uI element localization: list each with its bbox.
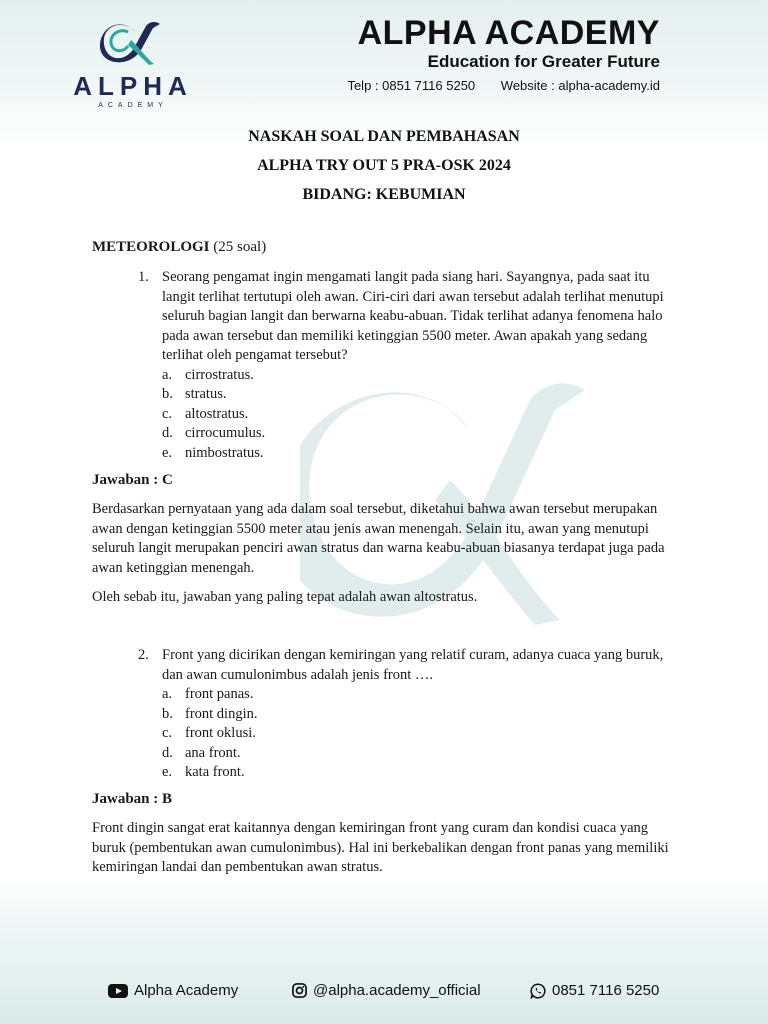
- option-list: [162, 685, 672, 783]
- question-stem: Front yang dicirikan dengan kemiringan yang relatif curam, adanya cuaca yang buruk, dan awan cumulonimbus adalah jenis front ….: [162, 647, 664, 683]
- footer-whatsapp-label: 0851 7116 5250: [552, 982, 660, 999]
- option-list: [162, 366, 672, 464]
- footer-whatsapp[interactable]: [530, 982, 659, 999]
- answer-1: Jawaban : C: [92, 472, 173, 488]
- question-1: [92, 268, 672, 463]
- answer-2: Jawaban : B: [92, 791, 173, 807]
- option-a: a. front panas.: [162, 686, 254, 702]
- logo-wordmark: ALPHA: [73, 71, 193, 101]
- option-e: e. nimbostratus.: [162, 444, 264, 461]
- option-d: d. cirrocumulus.: [162, 425, 266, 441]
- option-a: a. cirrostratus.: [162, 366, 254, 383]
- instagram-icon: [292, 983, 307, 998]
- option-e: e. kata front.: [162, 764, 245, 780]
- alpha-logo-icon: [98, 18, 168, 68]
- document-titles: [0, 122, 768, 209]
- footer-youtube-label: Alpha Academy: [134, 982, 239, 999]
- footer-instagram-label: @alpha.academy_official: [313, 982, 481, 999]
- title-line-2: ALPHA TRY OUT 5 PRA-OSK 2024: [257, 157, 511, 174]
- youtube-icon: [108, 984, 128, 998]
- question-stem: Seorang pengamat ingin mengamati langit pada siang hari. Sayangnya, pada saat itu langit terlihat tertutupi oleh awan. Ciri-ciri dari awan tersebut adalah terlihat menutupi seluruh bagian langit dan berwarna keabu-abuan. Tidak terlihat adanya fenomena halo pada awan tersebut dan memiliki ketinggian 5500 meter. Awan apakah yang sedang terlihat oleh pengamat tersebut?: [162, 269, 664, 363]
- footer-youtube[interactable]: [108, 982, 238, 999]
- question-number: 2.: [138, 647, 149, 663]
- logo-subtitle: ACADEMY: [98, 102, 168, 109]
- option-c: c. front oklusi.: [162, 725, 256, 741]
- title-line-1: NASKAH SOAL DAN PEMBAHASAN: [248, 128, 520, 145]
- question-number: 1.: [138, 269, 149, 285]
- option-b: b. front dingin.: [162, 705, 258, 722]
- section-heading: [92, 239, 266, 256]
- explanation-2-paragraph-1: Front dingin sangat erat kaitannya dengan kemiringan front yang curam dan kondisi cuaca yang buruk (pembentukan awan cumulonimbus). Hal ini berkebalikan dengan front panas yang memiliki kemiringan landai dan pembentukan awan stratus.: [92, 820, 669, 875]
- footer-instagram[interactable]: [292, 982, 481, 999]
- option-d: d. ana front.: [162, 744, 241, 761]
- explanation-1-paragraph-1: Berdasarkan pernyataan yang ada dalam soal tersebut, diketahui bahwa awan tersebut merupakan awan dengan ketinggian 5500 meter atau jenis awan menengah. Selain itu, awan yang menutupi seluruh langit merupakan penciri awan stratus dan warna keabu-abuan biasanya terdapat juga pada awan ketinggian menengah.: [92, 501, 665, 576]
- explanation-1-paragraph-2: Oleh sebab itu, jawaban yang paling tepat adalah awan altostratus.: [92, 589, 478, 605]
- header-contact: [347, 78, 660, 93]
- option-b: b. stratus.: [162, 386, 227, 402]
- section-name: METEOROLOGI: [92, 239, 210, 255]
- header-phone: Telp : 0851 7116 5250: [347, 78, 476, 93]
- brand-name: ALPHA ACADEMY: [357, 14, 660, 52]
- option-c: c. altostratus.: [162, 405, 249, 422]
- section-count: (25 soal): [209, 239, 267, 255]
- title-line-3: BIDANG: KEBUMIAN: [302, 186, 466, 203]
- whatsapp-icon: [530, 983, 546, 999]
- header-website[interactable]: Website : alpha-academy.id: [500, 78, 660, 93]
- brand-tagline: Education for Greater Future: [427, 52, 660, 71]
- alpha-logo: [72, 18, 194, 109]
- question-2: [92, 646, 672, 783]
